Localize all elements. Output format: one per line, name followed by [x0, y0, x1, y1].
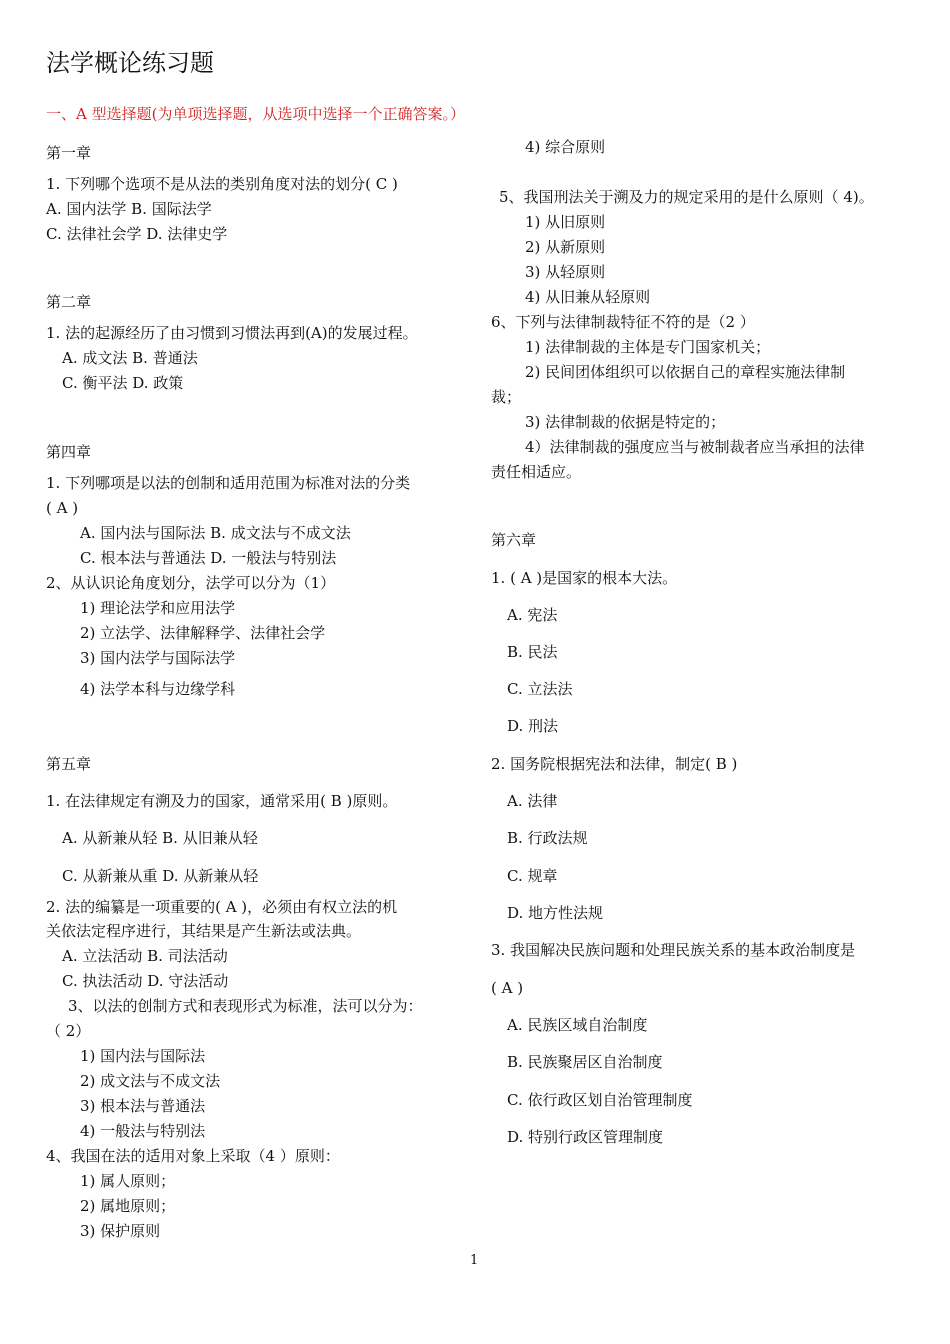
text-line: 1) 属人原则； [80, 1172, 176, 1190]
text-line: 2) 从新原则 [525, 238, 606, 256]
text-line: 1. 在法律规定有溯及力的国家，通常采用( B )原则。 [46, 792, 398, 810]
text-line: 第二章 [46, 293, 92, 311]
page-title: 法学概论练习题 [46, 49, 214, 77]
text-line: 3. 我国解决民族问题和处理民族关系的基本政治制度是 [491, 941, 856, 959]
text-line: 第一章 [46, 144, 92, 162]
text-line: A. 法律 [507, 792, 558, 810]
text-line: B. 民族聚居区自治制度 [507, 1053, 663, 1071]
text-line: 3) 根本法与普通法 [80, 1097, 206, 1115]
text-line: 1. 下列哪项是以法的创制和适用范围为标准对法的分类 [46, 474, 411, 492]
text-line: 3) 国内法学与国际法学 [80, 649, 236, 667]
text-line: 第四章 [46, 443, 92, 461]
page-number: 1 [470, 1253, 479, 1268]
text-line: 2. 法的编纂是一项重要的( A )，必须由有权立法的机 [46, 898, 398, 916]
text-line: 裁； [491, 388, 522, 406]
text-line: 1. 法的起源经历了由习惯到习惯法再到(A)的发展过程。 [46, 324, 418, 342]
text-line: C. 立法法 [507, 680, 573, 698]
text-line: 4) 一般法与特别法 [80, 1122, 206, 1140]
section-heading: 一、A 型选择题(为单项选择题，从选项中选择一个正确答案。） [46, 105, 465, 123]
text-line: 2) 民间团体组织可以依据自己的章程实施法律制 [525, 363, 846, 381]
text-line: （ 2） [46, 1022, 91, 1040]
text-line: A. 民族区域自治制度 [507, 1016, 648, 1034]
text-line: D. 地方性法规 [507, 904, 604, 922]
text-line: C. 从新兼从重 D. 从新兼从轻 [62, 867, 259, 885]
text-line: D. 刑法 [507, 717, 559, 735]
text-line: 3) 保护原则 [80, 1222, 161, 1240]
text-line: 3) 法律制裁的依据是特定的； [525, 413, 726, 431]
text-line: A. 成文法 B. 普通法 [62, 349, 198, 367]
text-line: 2) 属地原则； [80, 1197, 176, 1215]
text-line: 4）法律制裁的强度应当与被制裁者应当承担的法律 [525, 438, 865, 456]
text-line: 第六章 [491, 531, 537, 549]
text-line: 2、从认识论角度划分，法学可以分为（1） [46, 574, 336, 592]
text-line: 2) 成文法与不成文法 [80, 1072, 221, 1090]
text-line: ( A ) [491, 979, 524, 997]
text-line: 关依法定程序进行，其结果是产生新法或法典。 [46, 922, 362, 940]
text-line: 4) 从旧兼从轻原则 [525, 288, 651, 306]
text-line: A. 宪法 [507, 606, 558, 624]
text-line: C. 衡平法 D. 政策 [62, 374, 184, 392]
text-line: B. 行政法规 [507, 829, 588, 847]
text-line: 3、以法的创制方式和表现形式为标准，法可以分为： [68, 997, 423, 1015]
text-line: 1) 法律制裁的主体是专门国家机关； [525, 338, 771, 356]
text-line: C. 法律社会学 D. 法律史学 [46, 225, 228, 243]
text-line: A. 从新兼从轻 B. 从旧兼从轻 [62, 829, 258, 847]
text-line: 1) 从旧原则 [525, 213, 606, 231]
text-line: 2. 国务院根据宪法和法律，制定( B ) [491, 755, 738, 773]
text-line: A. 国内法与国际法 B. 成文法与不成文法 [80, 524, 351, 542]
text-line: C. 执法活动 D. 守法活动 [62, 972, 229, 990]
text-line: 1) 理论法学和应用法学 [80, 599, 236, 617]
text-line: A. 国内法学 B. 国际法学 [46, 200, 212, 218]
text-line: C. 规章 [507, 867, 558, 885]
text-line: 第五章 [46, 755, 92, 773]
text-line: 4) 综合原则 [525, 138, 606, 156]
text-line: B. 民法 [507, 643, 558, 661]
text-line: 6、下列与法律制裁特征不符的是（2 ） [491, 313, 755, 331]
text-line: 1) 国内法与国际法 [80, 1047, 206, 1065]
text-line: D. 特别行政区管理制度 [507, 1128, 664, 1146]
text-line: 3) 从轻原则 [525, 263, 606, 281]
text-line: 4、我国在法的适用对象上采取（4 ）原则： [46, 1147, 340, 1165]
text-line: C. 根本法与普通法 D. 一般法与特别法 [80, 549, 337, 567]
text-line: 4) 法学本科与边缘学科 [80, 680, 236, 698]
text-line: 1. ( A )是国家的根本大法。 [491, 569, 678, 587]
text-line: 2) 立法学、法律解释学、法律社会学 [80, 624, 326, 642]
text-line: A. 立法活动 B. 司法活动 [62, 947, 228, 965]
text-line: 5、我国刑法关于溯及力的规定采用的是什么原则（ 4)。 [499, 188, 874, 206]
text-line: 责任相适应。 [491, 463, 582, 481]
text-line: ( A ) [46, 499, 79, 517]
text-line: C. 依行政区划自治管理制度 [507, 1091, 693, 1109]
text-line: 1. 下列哪个选项不是从法的类别角度对法的划分( C ) [46, 175, 398, 193]
